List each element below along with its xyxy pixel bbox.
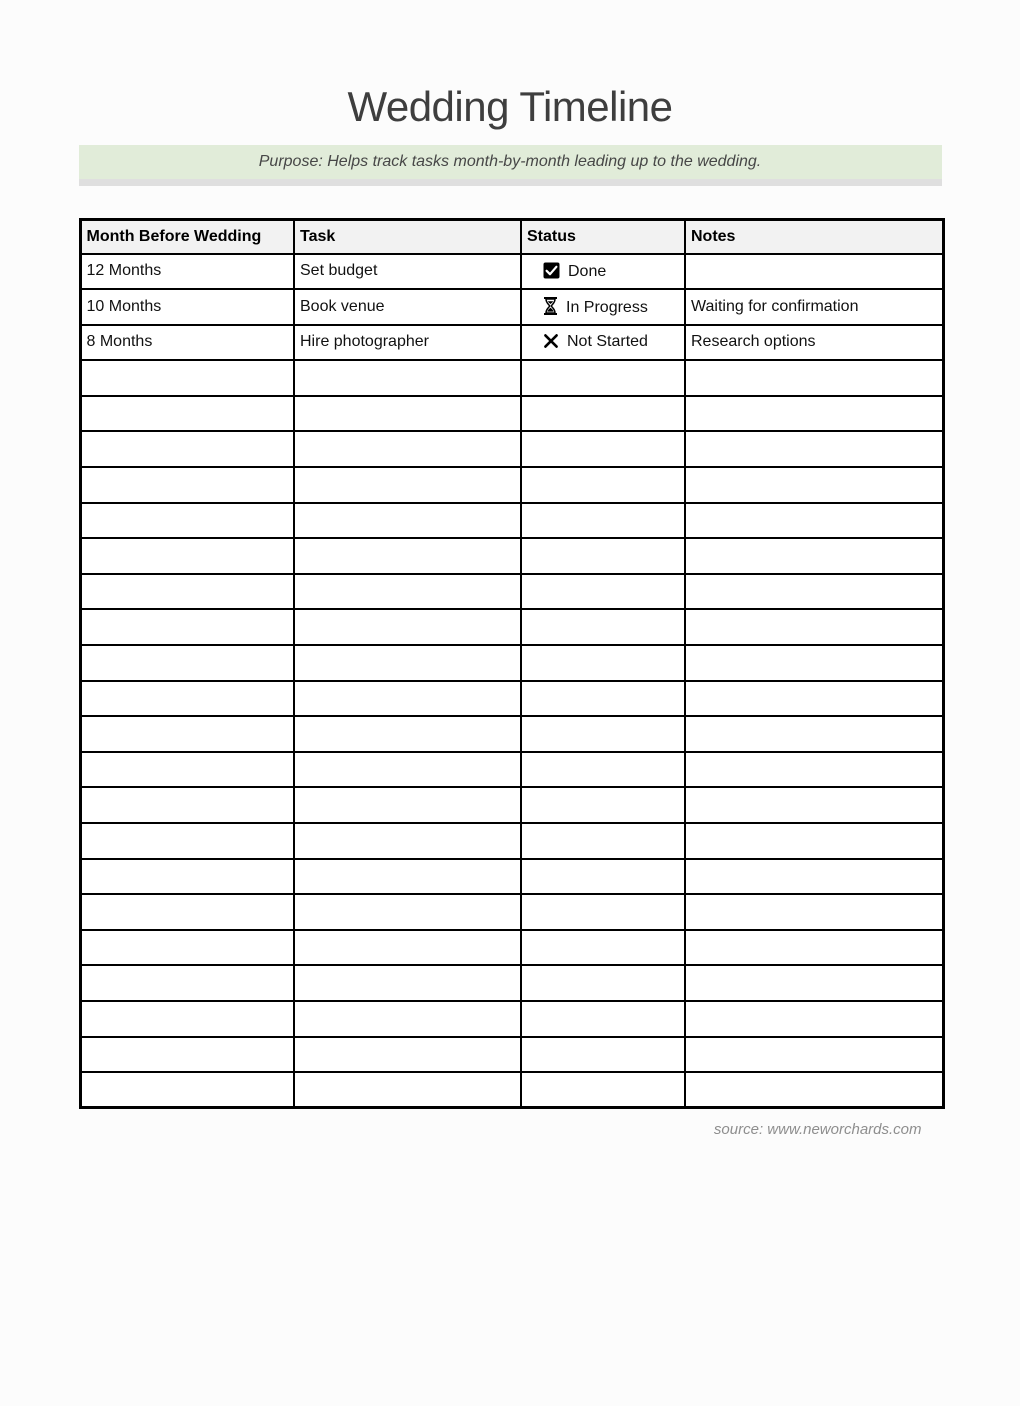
status-cell [521, 930, 685, 966]
status-cell [521, 716, 685, 752]
status-cell [521, 645, 685, 681]
task-cell [294, 609, 521, 645]
status-cell [521, 787, 685, 823]
status-cell [521, 538, 685, 574]
table-header-row [80, 220, 943, 254]
page-title: Wedding Timeline [347, 83, 673, 130]
notes-cell [685, 1001, 943, 1037]
notes-cell [685, 609, 943, 645]
month-cell: 8 Months [80, 325, 294, 361]
table-row [80, 254, 943, 290]
month-cell [80, 1001, 294, 1037]
month-cell [80, 574, 294, 610]
status-cell [521, 1072, 685, 1108]
task-cell [294, 787, 521, 823]
task-cell [294, 503, 521, 539]
purpose-banner [79, 145, 942, 179]
status-cell [521, 965, 685, 1001]
column-header: Task [294, 220, 521, 254]
notes-cell [685, 752, 943, 788]
month-cell [80, 503, 294, 539]
status-cell [521, 325, 685, 361]
empty-table-row [80, 538, 943, 574]
status-cell [521, 859, 685, 895]
month-cell [80, 396, 294, 432]
x-icon [543, 333, 559, 349]
notes-cell [685, 254, 943, 290]
hourglass-icon [543, 297, 558, 315]
month-cell [80, 467, 294, 503]
task-cell [294, 894, 521, 930]
table-row [80, 325, 943, 361]
task-cell: Book venue [294, 289, 521, 325]
notes-cell [685, 787, 943, 823]
task-cell [294, 859, 521, 895]
empty-table-row [80, 467, 943, 503]
month-cell [80, 823, 294, 859]
task-cell [294, 1072, 521, 1108]
status-cell [521, 360, 685, 396]
wedding-timeline-table [79, 218, 945, 1109]
empty-table-row [80, 859, 943, 895]
notes-cell [685, 1072, 943, 1108]
banner-shadow [79, 179, 942, 186]
notes-cell [685, 645, 943, 681]
empty-table-row [80, 360, 943, 396]
status-cell [521, 823, 685, 859]
status-cell [521, 467, 685, 503]
empty-table-row [80, 574, 943, 610]
source-attribution: source: www.neworchards.com [713, 1121, 922, 1139]
notes-cell [685, 930, 943, 966]
status-cell [521, 609, 685, 645]
notes-cell [685, 503, 943, 539]
status-cell [521, 431, 685, 467]
empty-table-row [80, 645, 943, 681]
status-cell [521, 894, 685, 930]
column-header: Month Before Wedding [80, 220, 294, 254]
month-cell [80, 538, 294, 574]
task-cell [294, 538, 521, 574]
month-cell [80, 431, 294, 467]
status-label: Done [568, 262, 607, 280]
task-cell: Set budget [294, 254, 521, 290]
empty-table-row [80, 965, 943, 1001]
task-cell [294, 467, 521, 503]
empty-table-row [80, 503, 943, 539]
column-header: Status [521, 220, 685, 254]
status-label: In Progress [566, 298, 648, 316]
notes-cell [685, 716, 943, 752]
content-area [79, 145, 942, 1138]
notes-cell [685, 859, 943, 895]
month-cell [80, 930, 294, 966]
task-cell: Hire photographer [294, 325, 521, 361]
status-cell [521, 1001, 685, 1037]
task-cell [294, 930, 521, 966]
notes-cell [685, 681, 943, 717]
task-cell [294, 645, 521, 681]
status-cell [521, 289, 685, 325]
notes-cell [685, 431, 943, 467]
task-cell [294, 431, 521, 467]
status-cell [521, 396, 685, 432]
empty-table-row [80, 716, 943, 752]
empty-table-row [80, 823, 943, 859]
month-cell [80, 787, 294, 823]
month-cell: 10 Months [80, 289, 294, 325]
notes-cell [685, 1037, 943, 1073]
notes-cell: Waiting for confirmation [685, 289, 943, 325]
checkbox-checked-icon [543, 262, 560, 279]
status-cell [521, 681, 685, 717]
empty-table-row [80, 396, 943, 432]
task-cell [294, 396, 521, 432]
status-cell [521, 752, 685, 788]
empty-table-row [80, 681, 943, 717]
table-row [80, 289, 943, 325]
month-cell [80, 645, 294, 681]
month-cell [80, 894, 294, 930]
notes-cell [685, 823, 943, 859]
task-cell [294, 823, 521, 859]
empty-table-row [80, 431, 943, 467]
task-cell [294, 716, 521, 752]
empty-table-row [80, 1072, 943, 1108]
month-cell [80, 1072, 294, 1108]
empty-table-row [80, 787, 943, 823]
status-cell [521, 1037, 685, 1073]
empty-table-row [80, 1001, 943, 1037]
notes-cell [685, 467, 943, 503]
empty-table-row [80, 1037, 943, 1073]
task-cell [294, 574, 521, 610]
notes-cell [685, 574, 943, 610]
empty-table-row [80, 930, 943, 966]
month-cell [80, 859, 294, 895]
task-cell [294, 1001, 521, 1037]
purpose-text: Purpose: Helps track tasks month-by-month leading up to the wedding. [258, 153, 762, 170]
column-header: Notes [685, 220, 943, 254]
notes-cell [685, 538, 943, 574]
empty-table-row [80, 609, 943, 645]
status-cell [521, 574, 685, 610]
document-page [0, 83, 1020, 1406]
month-cell: 12 Months [80, 254, 294, 290]
status-cell [521, 254, 685, 290]
empty-table-row [80, 894, 943, 930]
month-cell [80, 965, 294, 1001]
notes-cell [685, 360, 943, 396]
task-cell [294, 681, 521, 717]
month-cell [80, 681, 294, 717]
notes-cell [685, 894, 943, 930]
task-cell [294, 752, 521, 788]
empty-table-row [80, 752, 943, 788]
notes-cell [685, 965, 943, 1001]
month-cell [80, 360, 294, 396]
month-cell [80, 752, 294, 788]
status-cell [521, 503, 685, 539]
table-body [80, 254, 943, 1108]
month-cell [80, 1037, 294, 1073]
task-cell [294, 360, 521, 396]
status-label: Not Started [567, 333, 648, 351]
month-cell [80, 609, 294, 645]
task-cell [294, 1037, 521, 1073]
task-cell [294, 965, 521, 1001]
notes-cell: Research options [685, 325, 943, 361]
notes-cell [685, 396, 943, 432]
month-cell [80, 716, 294, 752]
